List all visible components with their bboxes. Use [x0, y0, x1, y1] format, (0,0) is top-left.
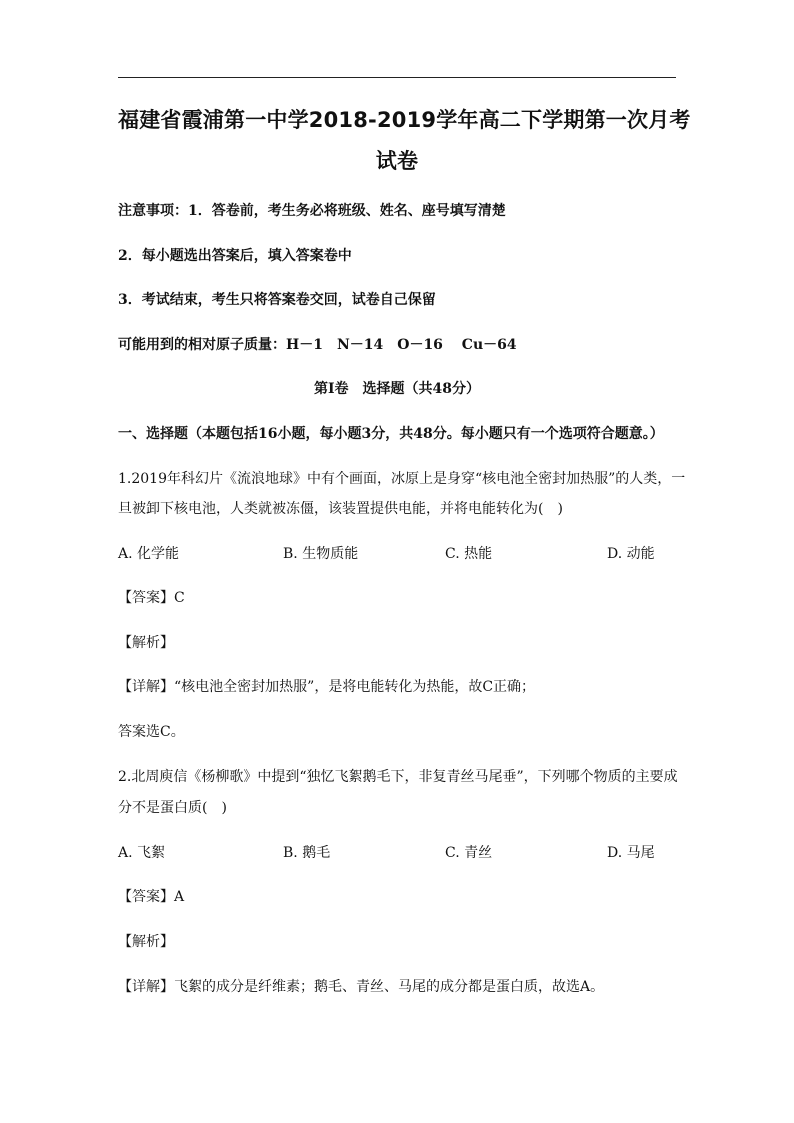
note-1: 注意事项：1．答卷前，考生务必将班级、姓名、座号填写清楚 [118, 203, 506, 219]
header-rule [118, 77, 676, 78]
question-2-analysis: 【解析】 [118, 934, 174, 950]
part-title: 第Ⅰ卷 选择题（共48分） [313, 381, 481, 397]
question-2-option-a: A. 飞絮 [118, 845, 166, 861]
question-1-analysis: 【解析】 [118, 635, 174, 651]
question-2-answer: 【答案】A [118, 889, 185, 905]
note-2: 2．每小题选出答案后，填入答案卷中 [118, 248, 352, 264]
question-1-option-b: B. 生物质能 [283, 546, 359, 562]
exam-title-line1: 福建省霞浦第一中学2018-2019学年高二下学期第一次月考 [118, 108, 691, 132]
question-2-option-d: D. 马尾 [607, 845, 655, 861]
note-3: 3．考试结束，考生只将答案卷交回，试卷自己保留 [118, 292, 436, 308]
question-2-option-c: C. 青丝 [445, 845, 493, 861]
question-2-option-b: B. 鹅毛 [283, 845, 331, 861]
question-2-stem-line1: 2.北周庾信《杨柳歌》中提到“独忆飞絮鹅毛下，非复青丝马尾垂”，下列哪个物质的主要成 [118, 769, 678, 785]
question-1-stem-line2: 旦被卸下核电池，人类就被冻僵，该装置提供电能，并将电能转化为( ) [118, 501, 563, 517]
question-1-option-c: C. 热能 [445, 546, 493, 562]
question-1-option-a: A. 化学能 [118, 546, 180, 562]
question-1-stem-line1: 1.2019年科幻片《流浪地球》中有个画面，冰原上是身穿“核电池全密封加热服”的人类，一 [118, 471, 686, 487]
question-1-answer: 【答案】C [118, 590, 185, 606]
section-instruction: 一、选择题（本题包括16小题，每小题3分，共48分。每小题只有一个选项符合题意。） [118, 426, 664, 442]
atomic-masses: 可能用到的相对原子质量：H－1 N－14 O－16 Cu－64 [118, 337, 517, 353]
question-2-stem-line2: 分不是蛋白质( ) [118, 800, 227, 816]
question-1-detail: 【详解】“核电池全密封加热服”，是将电能转化为热能，故C正确； [118, 679, 536, 695]
question-1-conclusion: 答案选C。 [118, 724, 185, 740]
question-2-detail: 【详解】飞絮的成分是纤维素；鹅毛、青丝、马尾的成分都是蛋白质，故选A。 [118, 979, 605, 995]
question-1-option-d: D. 动能 [607, 546, 655, 562]
exam-title-line2: 试卷 [375, 149, 419, 173]
